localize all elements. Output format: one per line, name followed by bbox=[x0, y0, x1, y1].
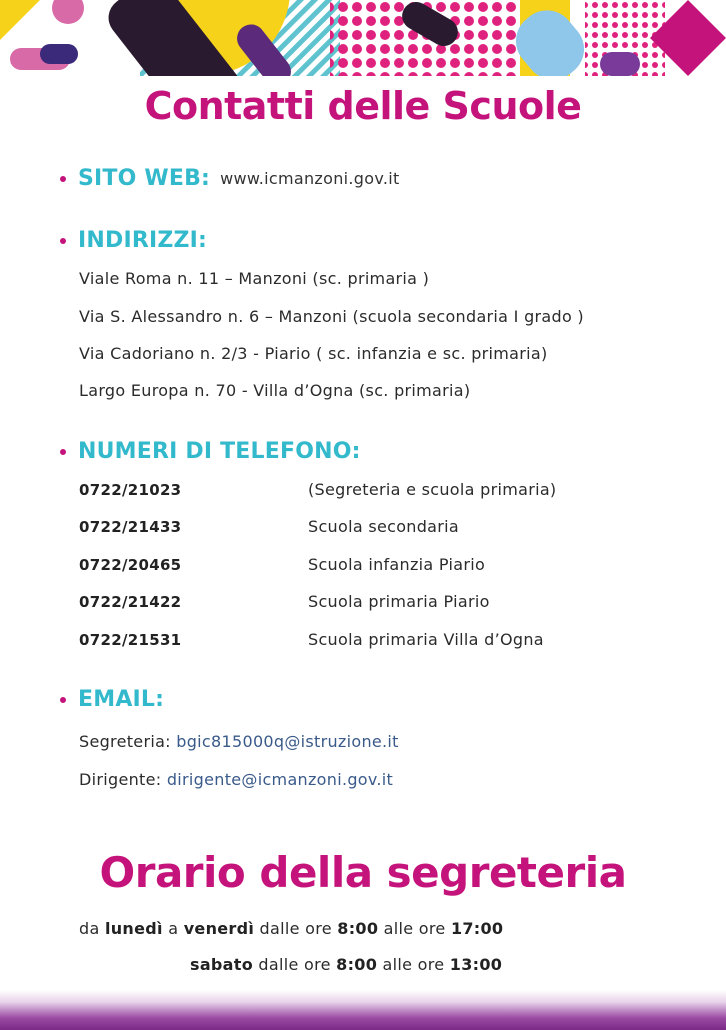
dirigente-label: Dirigente: bbox=[79, 770, 162, 789]
hours-open-time: 8:00 bbox=[337, 919, 379, 938]
phone-description: (Segreteria e scuola primaria) bbox=[308, 480, 557, 499]
banner-pattern-graphic bbox=[0, 0, 726, 76]
office-hours-title: Orario della segreteria bbox=[99, 848, 627, 897]
hours-text: a bbox=[162, 919, 184, 938]
decorative-header-banner bbox=[0, 0, 726, 76]
bullet-dot-icon bbox=[60, 176, 66, 182]
hours-close-time: 13:00 bbox=[449, 955, 503, 974]
bullet-dot-icon bbox=[60, 697, 66, 703]
weekday-hours-line bbox=[79, 919, 503, 938]
phone-description: Scuola primaria Villa d’Ogna bbox=[308, 630, 544, 649]
phone-number[interactable]: 0722/21023 bbox=[79, 481, 182, 499]
address-line: Largo Europa n. 70 - Villa d’Ogna (sc. primaria) bbox=[79, 381, 471, 400]
phone-number[interactable]: 0722/21531 bbox=[79, 631, 182, 649]
page-title: Contatti delle Scuole bbox=[144, 84, 582, 128]
bullet-dot-icon bbox=[60, 449, 66, 455]
addresses-label: INDIRIZZI: bbox=[78, 228, 208, 253]
hours-text: dalle ore bbox=[253, 955, 337, 974]
hours-text: dalle ore bbox=[254, 919, 338, 938]
saturday-hours-line bbox=[190, 955, 502, 974]
hours-text: da bbox=[79, 919, 105, 938]
email-section-heading bbox=[60, 687, 164, 712]
hours-text: alle ore bbox=[378, 919, 451, 938]
phone-number[interactable]: 0722/21433 bbox=[79, 518, 182, 536]
segreteria-email-link[interactable]: bgic815000q@istruzione.it bbox=[176, 732, 399, 751]
website-url-link[interactable]: www.icmanzoni.gov.it bbox=[220, 169, 400, 188]
hours-text: alle ore bbox=[377, 955, 450, 974]
website-section-heading bbox=[60, 166, 400, 191]
hours-day-end: venerdì bbox=[183, 919, 255, 938]
phone-description: Scuola secondaria bbox=[308, 517, 460, 536]
hours-close-time: 17:00 bbox=[450, 919, 504, 938]
email-segreteria-line bbox=[79, 732, 399, 751]
hours-day: sabato bbox=[190, 955, 254, 974]
email-label: EMAIL: bbox=[78, 687, 165, 712]
segreteria-label: Segreteria: bbox=[79, 732, 171, 751]
phones-section-heading bbox=[60, 439, 361, 464]
footer-gradient-band bbox=[0, 990, 726, 1030]
phones-label: NUMERI DI TELEFONO: bbox=[78, 439, 361, 464]
website-label: SITO WEB: bbox=[78, 166, 211, 191]
phone-number[interactable]: 0722/20465 bbox=[79, 556, 182, 574]
dirigente-email-link[interactable]: dirigente@icmanzoni.gov.it bbox=[166, 770, 394, 789]
bullet-dot-icon bbox=[60, 238, 66, 244]
address-line: Viale Roma n. 11 – Manzoni (sc. primaria ) bbox=[79, 269, 430, 288]
address-line: Via Cadoriano n. 2/3 - Piario ( sc. infanzia e sc. primaria) bbox=[79, 344, 548, 363]
hours-open-time: 8:00 bbox=[336, 955, 378, 974]
address-line: Via S. Alessandro n. 6 – Manzoni (scuola secondaria I grado ) bbox=[79, 307, 584, 326]
phone-number[interactable]: 0722/21422 bbox=[79, 593, 182, 611]
email-dirigente-line bbox=[79, 770, 393, 789]
phone-description: Scuola infanzia Piario bbox=[308, 555, 486, 574]
addresses-section-heading bbox=[60, 228, 207, 253]
phone-description: Scuola primaria Piario bbox=[308, 592, 490, 611]
hours-day-start: lunedì bbox=[104, 919, 163, 938]
